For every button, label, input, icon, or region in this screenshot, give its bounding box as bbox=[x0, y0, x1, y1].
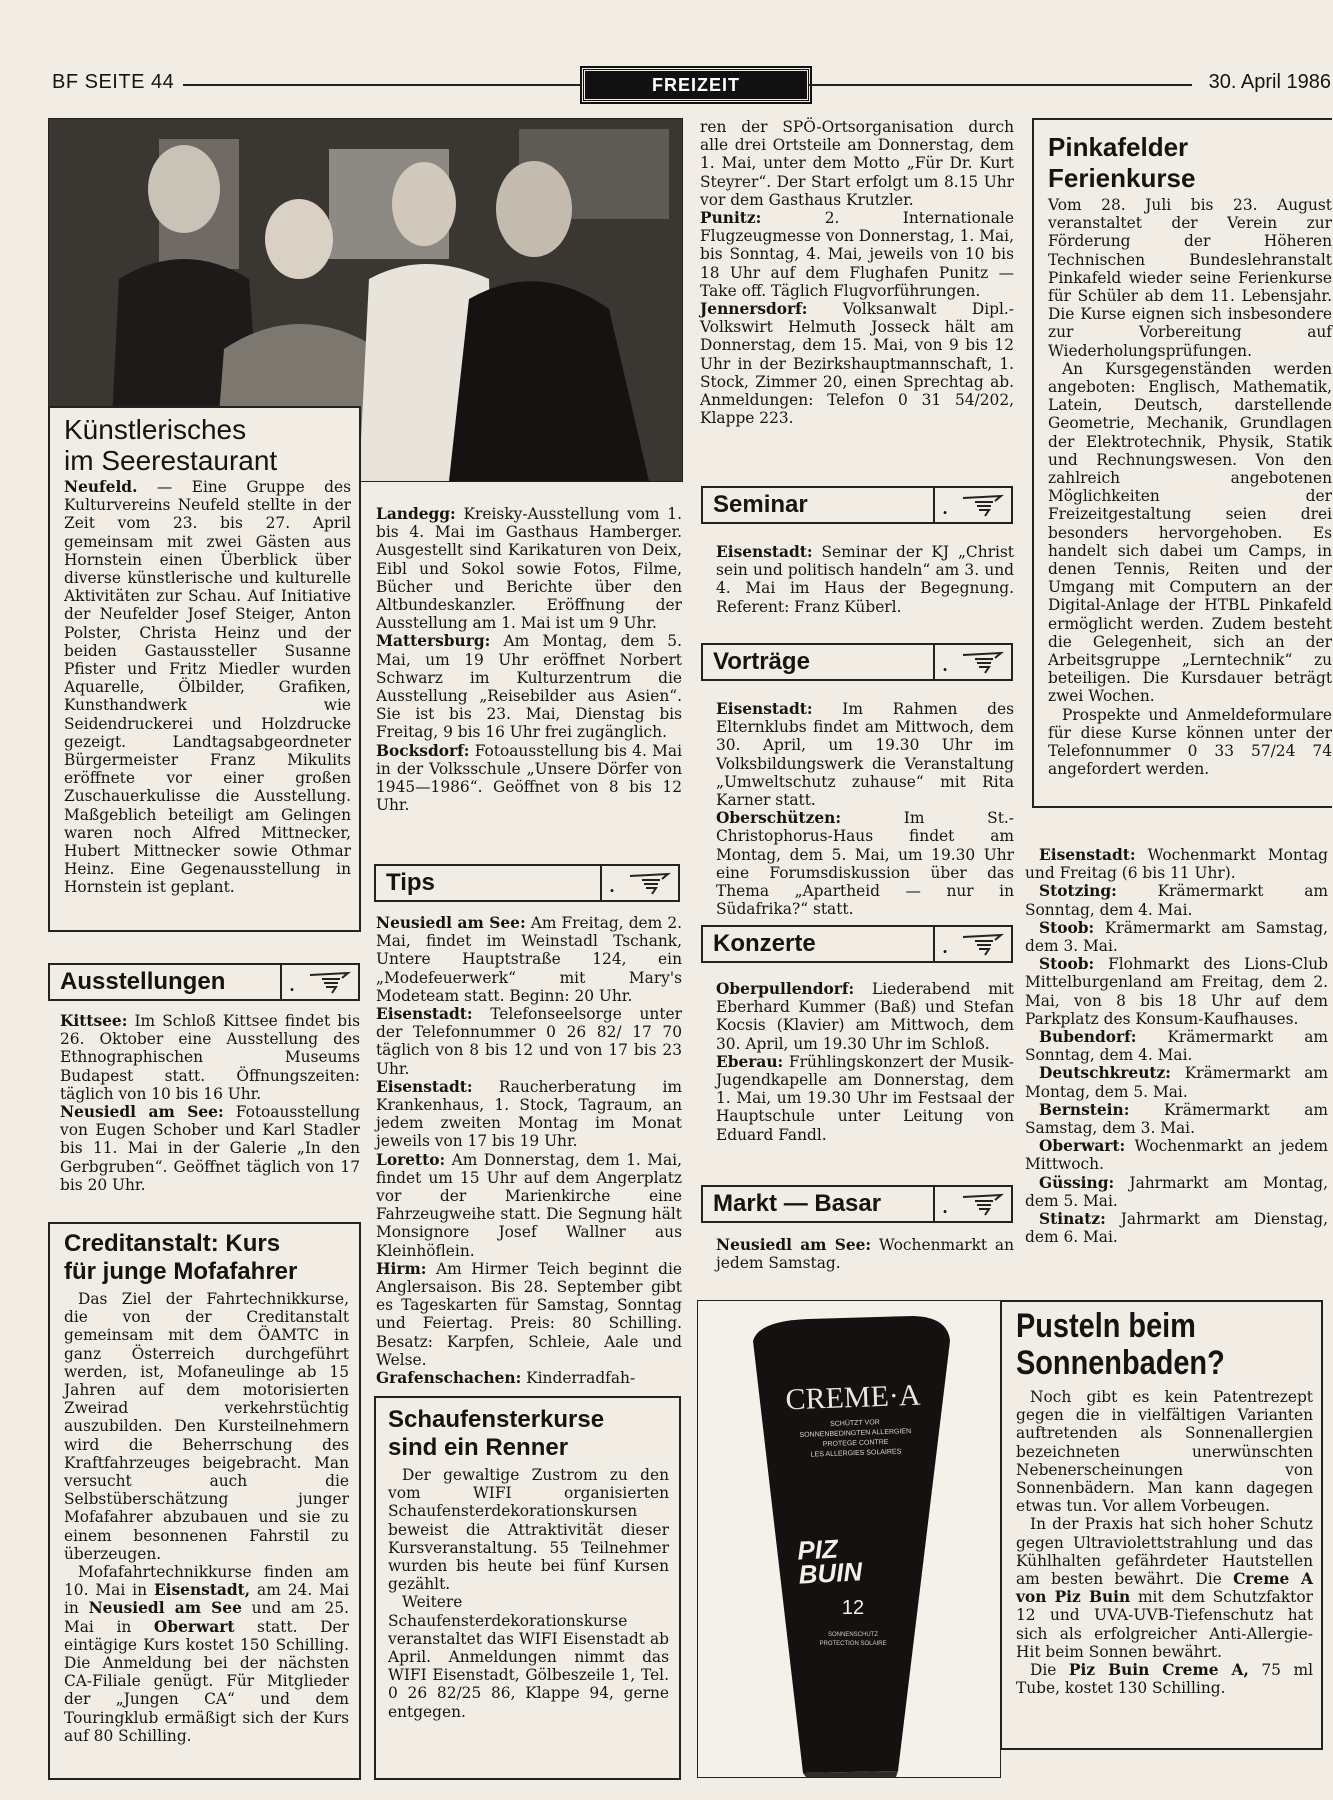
kicker-seminar bbox=[701, 486, 1013, 524]
pointing-hand-icon bbox=[955, 1187, 1011, 1221]
list-item: Eberau: Frühlingskonzert der Musik-Jugendkapelle am Donnerstag, dem 1. Mai, um 19.30 Uhr im Festsaal der Hauptschule unter Leitung von Eduard Fandl. bbox=[716, 1052, 1014, 1144]
issue-date: 30. April 1986 bbox=[1208, 71, 1331, 93]
article-ferienkurse bbox=[1032, 118, 1332, 808]
body-text: Das Ziel der Fahrtechnikkurse, die von der Creditanstalt gemeinsam mit dem ÖAMTC in ganz Österreich durchgeführt werden, ist, Mofaneulinge ab 15 Jahren auf dem motorisierten Zweirad verkehrstüchtig auszubilden. Den Kursteilnehmern wird die Beherrschung des Kraftfahrzeuges beigebracht. Man versucht auch die Selbstüberschätzung junger Mofafahrer abzubauen und sie zu einem besonnenen Fahrstil zu überzeugen. bbox=[64, 1290, 349, 1563]
pointing-hand-icon bbox=[955, 645, 1011, 679]
ausstellungen-list bbox=[60, 1012, 360, 1194]
body-text: Noch gibt es kein Patentrezept gegen die in vielfältigen Varianten auftretenden als Sonnenallergien bezeichneten unerwünschten Nebenerscheinungen von Sonnenbädern. Man kann dagegen etwas tun. Vor allem Vorbeugen. bbox=[1016, 1388, 1313, 1516]
list-item: Eisenstadt: Raucherberatung im Krankenhaus, 1. Stock, Tagraum, an jedem zweiten Montag im Monat jeweils von 17 bis 19 Uhr. bbox=[376, 1077, 682, 1151]
body-text: Der gewaltige Zustrom zu den vom WIFI organisierten Schaufensterdekorationskursen beweist die Attraktivität dieser Kursveranstaltung. 55 Teilnehmer wurden bis heute bei fünf Kursen gezählt. bbox=[388, 1466, 669, 1594]
kicker-label: Markt — Basar bbox=[713, 1190, 882, 1217]
list-item: Landegg: Kreisky-Ausstellung vom 1. bis 4. Mai im Gasthaus Hamberger. Ausgestellt sind Karikaturen von Deix, Eibl und Sokol sowie Fotos, Filme, Bücher und Berichte über den Altbundeskanzler. Eröffnung der Ausstellung am 1. Mai ist um 9 Uhr. bbox=[376, 505, 682, 633]
vortraege-list bbox=[716, 700, 1014, 918]
col3-events bbox=[700, 118, 1014, 427]
list-item: Stotzing: Krämermarkt am Sonntag, dem 4. Mai. bbox=[1025, 882, 1328, 919]
ad-small-print: SONNENSCHUTZ PROTECTION SOLAIRE bbox=[819, 1632, 887, 1647]
kicker-dot: . bbox=[933, 1187, 955, 1221]
list-item: Güssing: Jahrmarkt am Montag, dem 5. Mai. bbox=[1025, 1173, 1328, 1210]
header-rule-right bbox=[808, 84, 1192, 86]
article-title bbox=[64, 414, 351, 476]
ad-factor: 12 bbox=[841, 1597, 865, 1619]
body-text: An Kursgegenständen werden angeboten: Englisch, Mathematik, Latein, Deutsch, darstellende Geometrie, Mechanik, Grundlagen der Elektrotechnik, Physik, Statik und Rechnungswesen. Von den zahlreich angebotenen Möglichkeiten der Freizeitgestaltung seien drei besonders hervorgehoben. Es handelt sich dabei um Camps, in denen Tennis, Reiten und der Umgang mit Computern an der Digital-Anlage der HTBL Pinkafeld ermöglicht werden. Zudem besteht die Gelegenheit, sich an der Arbeitsgruppe „Lerntechnik“ zu beteiligen. Die Kursdauer beträgt zwei Wochen. bbox=[1048, 359, 1332, 706]
kicker-tips bbox=[374, 864, 680, 902]
ad-logo: PIZ BUIN bbox=[796, 1533, 863, 1590]
pointing-hand-icon bbox=[955, 927, 1011, 961]
list-item: Stoob: Flohmarkt des Lions-Club Mittelburgenland am Freitag, dem 2. Mai, von 8 bis 18 Uhr auf dem Parkplatz des Konsum-Kaufhauses. bbox=[1025, 955, 1328, 1028]
list-item: Punitz: 2. Internationale Flugzeugmesse von Donnerstag, 1. Mai, bis Sonntag, 4. Mai, jeweils von 10 bis 18 Uhr auf dem Flughafen Punitz — Take off. Täglich Flugvorführungen. bbox=[700, 209, 1014, 300]
header-rule-left bbox=[183, 84, 580, 86]
list-item: Kittsee: Im Schloß Kittsee findet bis 26. Oktober eine Ausstellung des Ethnographischen Museums Budapest statt. Öffnungszeiten: täglich von 10 bis 16 Uhr. bbox=[60, 1012, 360, 1103]
list-item: Bernstein: Krämermarkt am Samstag, dem 3. Mai. bbox=[1025, 1100, 1328, 1138]
pointing-hand-icon bbox=[302, 965, 358, 999]
kicker-label: Konzerte bbox=[713, 930, 816, 957]
kicker-label: Vorträge bbox=[713, 648, 810, 675]
article-title: Schaufensterkurse sind ein Renner bbox=[388, 1406, 605, 1461]
kicker-markt-basar bbox=[701, 1185, 1013, 1223]
list-item: Eisenstadt: Im Rahmen des Elternklubs findet am Mittwoch, dem 30. April, um 19.30 Uhr im Volksbildungswerk die Veranstaltung „Umweltschutz zuhause“ mit Rita Karner statt. bbox=[716, 700, 1014, 810]
title-line-1: Künstlerisches bbox=[64, 414, 247, 445]
seminar-list bbox=[716, 543, 1014, 616]
list-item: Eisenstadt: Seminar der KJ „Christ sein und politisch handeln“ am 3. und 4. Mai im Haus der Begegnung. Referent: Franz Küberl. bbox=[716, 543, 1014, 616]
kicker-dot: . bbox=[280, 965, 302, 999]
ad-brand: CREME·A bbox=[784, 1378, 922, 1417]
ad-claim: SCHÜTZT VOR SONNENBEDINGTEN ALLERGIEN PROTEGE CONTRE LES ALLERGIES SOLAIRES bbox=[799, 1419, 912, 1459]
pointing-hand-icon bbox=[622, 866, 678, 900]
kicker-ausstellungen bbox=[48, 963, 360, 1001]
page-number: BF SEITE 44 bbox=[52, 71, 175, 93]
kicker-dot: . bbox=[600, 866, 622, 900]
tips-list bbox=[376, 914, 682, 1387]
ad-piz-buin bbox=[697, 1300, 1001, 1778]
article-pusteln bbox=[1000, 1300, 1323, 1750]
body-text: In der Praxis hat sich hoher Schutz gegen Ultraviolettstrahlung und das Kühlhalten gefährdeter Hautstellen am besten bewährt. Die Creme A von Piz Buin mit dem Schutzfaktor 12 und UVA-UVB-Tiefenschutz hat sich als erfolgreicher Anti-Allergie-Hit beim Sonnen bewährt. bbox=[1016, 1515, 1313, 1661]
list-item: Oberpullendorf: Liederabend mit Eberhard Kummer (Baß) und Stefan Kocsis (Klavier) am Mittwoch, dem 30. April, um 19.30 Uhr im Schloß. bbox=[716, 980, 1014, 1053]
list-item: Loretto: Am Donnerstag, dem 1. Mai, findet um 15 Uhr auf dem Angerplatz vor der Marienkirche eine Fahrzeugweihe statt. Die Segnung hält Monsignore Josef Wallner aus Kleinhöflein. bbox=[376, 1150, 682, 1260]
maerkte-list bbox=[1025, 846, 1328, 1246]
list-item: Hirm: Am Hirmer Teich beginnt die Anglersaison. Bis 28. September gibt es Tageskarten für Samstag, Sonntag und Feiertag. Preis: 80 Schilling. Besatz: Karpfen, Schleie, Aale und Welse. bbox=[376, 1259, 682, 1369]
list-item: ren der SPÖ-Ortsorganisation durch alle drei Ortsteile am Donnerstag, dem 1. Mai, unter dem Motto „Für Dr. Kurt Steyrer“. Der Start erfolgt um 8.15 Uhr vor dem Gasthaus Krutzler. bbox=[700, 118, 1014, 209]
list-item: Neusiedl am See: Wochenmarkt an jedem Samstag. bbox=[716, 1236, 1014, 1273]
body-text: Mofafahrtechnikkurse finden am 10. Mai in Eisenstadt, am 24. Mai in Neusiedl am See und am 25. Mai in Oberwart statt. Der eintägige Kurs kostet 150 Schilling. Die Anmeldung bei der nächsten CA-Filiale genügt. Für Mitglieder der „Jungen CA“ und dem Touringklub ermäßigt sich der Kurs auf 80 Schilling. bbox=[64, 1563, 349, 1745]
markt-list bbox=[716, 1236, 1014, 1272]
list-item: Bocksdorf: Fotoausstellung bis 4. Mai in der Volksschule „Unsere Dörfer von 1945—1986“. Geöffnet von 8 bis 12 Uhr. bbox=[376, 741, 682, 815]
list-item: Mattersburg: Am Montag, dem 5. Mai, um 19 Uhr eröffnet Norbert Schwarz im Kulturzentrum die Ausstellung „Reisebilder aus Asien“. Sie ist bis 23. Mai, Dienstag bis Freitag, 9 bis 16 Uhr frei zugänglich. bbox=[376, 632, 682, 742]
list-item: Grafenschachen: Kinderradfah- bbox=[376, 1369, 636, 1388]
list-item: Deutschkreutz: Krämermarkt am Montag, dem 5. Mai. bbox=[1025, 1064, 1328, 1101]
konzerte-list bbox=[716, 980, 1014, 1144]
article-kuenstlerisches bbox=[48, 406, 361, 932]
kicker-label: Seminar bbox=[713, 491, 808, 518]
body-text: Die Piz Buin Creme A, 75 ml Tube, kostet 130 Schilling. bbox=[1016, 1661, 1313, 1698]
list-item: Stoob: Krämermarkt am Samstag, dem 3. Mai. bbox=[1025, 918, 1328, 956]
kicker-dot: . bbox=[933, 927, 955, 961]
body-text: Weitere Schaufensterdekorationskurse veranstaltet das WIFI Eisenstadt ab April. Anmeldungen nimmt das WIFI Eisenstadt, Gölbeszeile 1, Tel. 0 26 82/25 86, Klappe 94, gerne entgegen. bbox=[388, 1593, 669, 1721]
body-text: Vom 28. Juli bis 23. August veranstaltet der Verein zur Förderung der Höheren Technischen Bundeslehranstalt Pinkafeld wieder seine Ferienkurse für Schüler ab dem 11. Lebensjahr. Die Kurse eignen sich insbesondere zur Vorbereitung auf Wiederholungsprüfungen. bbox=[1048, 196, 1332, 360]
kicker-label: Ausstellungen bbox=[60, 968, 226, 995]
body-text: — Eine Gruppe des Kulturvereins Neufeld stellte in der Zeit vom 23. bis 27. April gemeinsam mit zwei Gästen aus Hornstein einen Überblick über diverse künstlerische und kulturelle Aktivitäten zur Schau. Auf Initiative der Neufelder Josef Steiger, Anton Polster, Christa Heinz und der beiden Gastaussteller Susanne Pfister und Fritz Miedler wurden Aquarelle, Ölbilder, Grafiken, Kunsthandwerk wie Seidendruckerei und Holzdrucke gezeigt. Landtagsabgeordneter Bürgermeister Franz Mikulits eröffnete vor einer großen Zuschauerkulisse die Ausstellung. Maßgeblich beteiligt am Gelingen waren noch Alfred Mittnecker, Hubert Mittnecker sowie Othmar Heinz. Eine Gegenausstellung in Hornstein ist geplant. bbox=[64, 478, 351, 897]
kicker-dot: . bbox=[933, 645, 955, 679]
article-title: Creditanstalt: Kurs für junge Mofafahrer bbox=[64, 1230, 298, 1285]
article-body bbox=[64, 478, 351, 897]
list-item: Stinatz: Jahrmarkt am Dienstag, dem 6. Mai. bbox=[1025, 1210, 1328, 1247]
list-item: Jennersdorf: Volksanwalt Dipl.-Volkswirt Helmuth Josseck hält am Donnerstag, dem 15. Mai, von 9 bis 12 Uhr in der Bezirkshauptmannschaft, 1. Stock, Zimmer 20, einen Sprechtag ab. Anmeldungen: Telefon 0 31 54/202, Klappe 223. bbox=[700, 300, 1014, 428]
body-text: Prospekte und Anmeldeformulare für diese Kurse können unter der Telefonnummer 0 33 57/24 74 angefordert werden. bbox=[1048, 705, 1332, 779]
col2-events bbox=[376, 505, 682, 814]
list-item: Eisenstadt: Telefonseelsorge unter der Telefonnummer 0 26 82/ 17 70 täglich von 8 bis 12 und von 17 bis 23 Uhr. bbox=[376, 1005, 682, 1078]
article-creditanstalt bbox=[48, 1222, 361, 1780]
section-title: FREIZEIT bbox=[582, 68, 810, 102]
article-schaufenster bbox=[374, 1396, 681, 1780]
article-title: Pinkafelder Ferienkurse bbox=[1048, 132, 1196, 193]
kicker-dot: . bbox=[933, 488, 955, 522]
kicker-konzerte bbox=[701, 925, 1013, 963]
pointing-hand-icon bbox=[955, 488, 1011, 522]
place-label: Neufeld. bbox=[64, 478, 138, 496]
list-item: Neusiedl am See: Am Freitag, dem 2. Mai, findet im Weinstadl Tschank, Untere Hauptstraße 124, ein „Modefeuerwerk“ mit Mary's Modeteam statt. Beginn: 20 Uhr. bbox=[376, 914, 682, 1005]
kicker-label: Tips bbox=[386, 869, 435, 896]
article-title: Pusteln beim Sonnenbaden? bbox=[1016, 1307, 1225, 1382]
list-item: Bubendorf: Krämermarkt am Sonntag, dem 4. Mai. bbox=[1025, 1028, 1328, 1065]
list-item: Neusiedl am See: Fotoausstellung von Eugen Schober und Karl Stadler bis 11. Mai in der Galerie „In den Gerbgruben“. Geöffnet täglich von 17 bis 20 Uhr. bbox=[60, 1103, 360, 1194]
title-line-2: im Seerestaurant bbox=[64, 445, 278, 476]
list-item: Eisenstadt: Wochenmarkt Montag und Freitag (6 bis 11 Uhr). bbox=[1025, 846, 1328, 883]
list-item: Oberwart: Wochenmarkt an jedem Mittwoch. bbox=[1025, 1137, 1328, 1174]
list-item: Oberschützen: Im St.-Christophorus-Haus findet am Montag, dem 5. Mai, um 19.30 Uhr eine Forumsdiskussion über das Thema „Apartheid — nur in Südafrika?“ statt. bbox=[716, 809, 1014, 919]
kicker-vortraege bbox=[701, 643, 1013, 681]
